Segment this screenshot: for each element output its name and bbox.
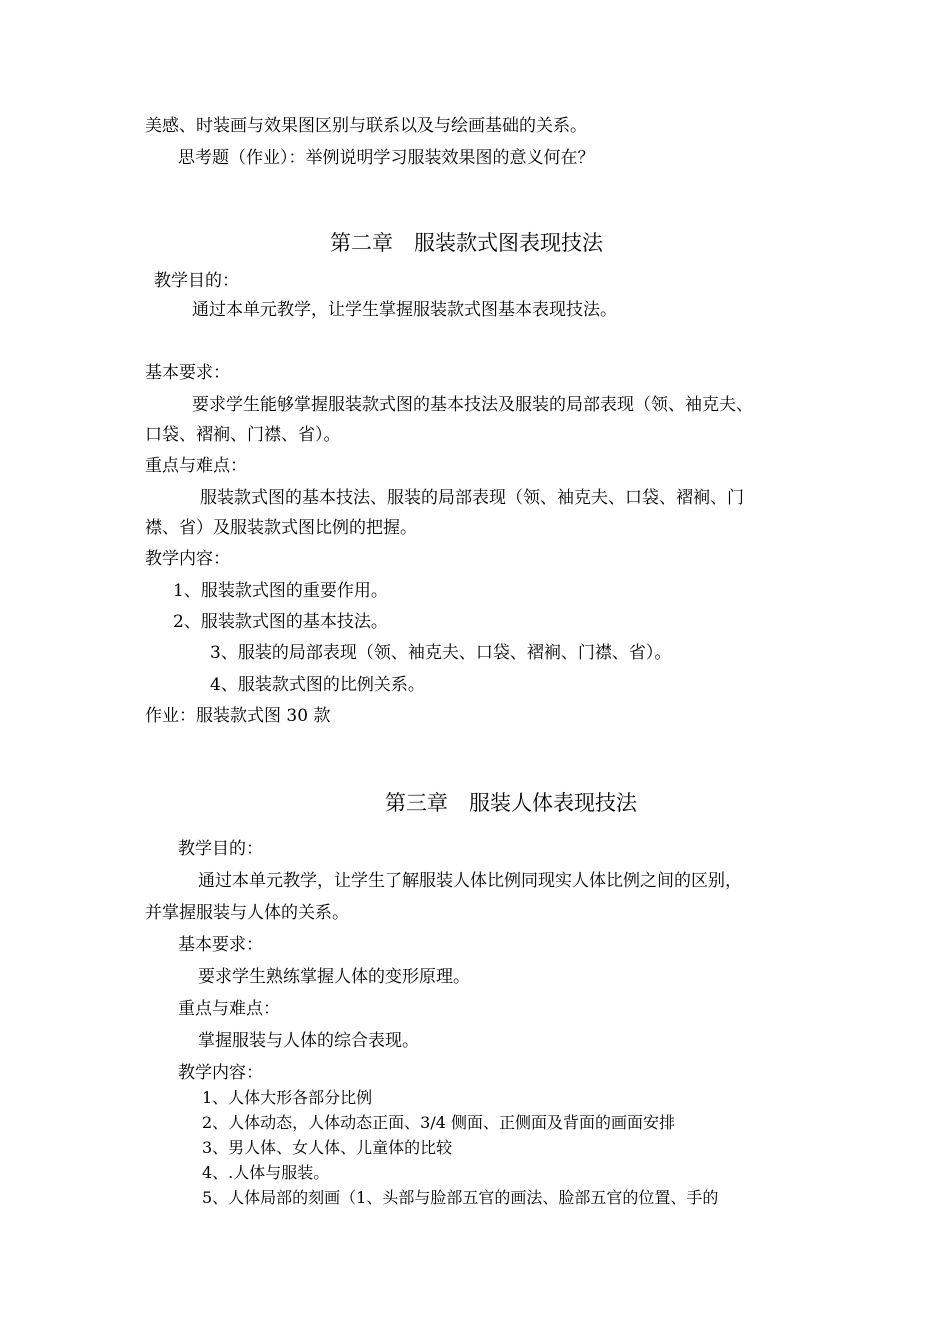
ch2-content-item-4: 4、服装款式图的比例关系。	[210, 675, 425, 695]
ch2-content-item-1: 1、服装款式图的重要作用。	[173, 581, 388, 601]
ch2-purpose-text: 通过本单元教学，让学生掌握服装款式图基本表现技法。	[192, 300, 617, 320]
intro-line-1: 美感、时装画与效果图区别与联系以及与绘画基础的关系。	[145, 116, 587, 136]
ch2-requirement-text-1: 要求学生能够掌握服装款式图的基本技法及服装的局部表现（领、袖克夫、	[192, 395, 753, 415]
ch2-homework: 作业：服装款式图 30 款	[145, 706, 331, 726]
chapter-3-title: 第三章 服装人体表现技法	[385, 791, 637, 815]
ch2-key-text-2: 襟、省）及服装款式图比例的把握。	[145, 518, 417, 538]
ch3-content-item-2: 2、人体动态，人体动态正面、3/4 侧面、正侧面及背面的画面安排	[202, 1113, 676, 1132]
chapter-2-title: 第二章 服装款式图表现技法	[330, 231, 603, 255]
ch3-content-label: 教学内容：	[178, 1063, 263, 1083]
ch2-content-item-2: 2、服装款式图的基本技法。	[173, 612, 388, 632]
ch3-content-item-3: 3、男人体、女人体、儿童体的比较	[202, 1138, 453, 1157]
ch2-requirement-label: 基本要求：	[145, 363, 230, 383]
ch2-content-label: 教学内容：	[145, 549, 230, 569]
ch3-purpose-label: 教学目的：	[178, 839, 263, 859]
ch2-purpose-label: 教学目的：	[154, 271, 239, 291]
ch2-requirement-text-2: 口袋、褶裥、门襟、省）。	[145, 425, 341, 445]
ch3-requirement-text: 要求学生熟练掌握人体的变形原理。	[198, 967, 470, 987]
ch3-content-item-1: 1、人体大形各部分比例	[202, 1088, 373, 1107]
ch3-key-text: 掌握服装与人体的综合表现。	[198, 1031, 419, 1051]
ch3-content-item-4: 4、.人体与服装。	[202, 1163, 330, 1182]
ch3-requirement-label: 基本要求：	[178, 935, 263, 955]
intro-question: 思考题（作业）：举例说明学习服装效果图的意义何在？	[178, 148, 595, 168]
ch2-content-item-3: 3、服装的局部表现（领、袖克夫、口袋、褶裥、门襟、省）。	[210, 643, 672, 663]
ch3-purpose-text-2: 并掌握服装与人体的关系。	[145, 903, 349, 923]
ch3-content-item-5: 5、人体局部的刻画（1、头部与脸部五官的画法、脸部五官的位置、手的	[202, 1188, 719, 1207]
ch2-key-label: 重点与难点：	[145, 456, 247, 476]
ch3-key-label: 重点与难点：	[178, 999, 280, 1019]
ch3-purpose-text-1: 通过本单元教学，让学生了解服装人体比例同现实人体比例之间的区别，	[198, 871, 742, 891]
ch2-key-text-1: 服装款式图的基本技法、服装的局部表现（领、袖克夫、口袋、褶裥、门	[200, 488, 744, 508]
